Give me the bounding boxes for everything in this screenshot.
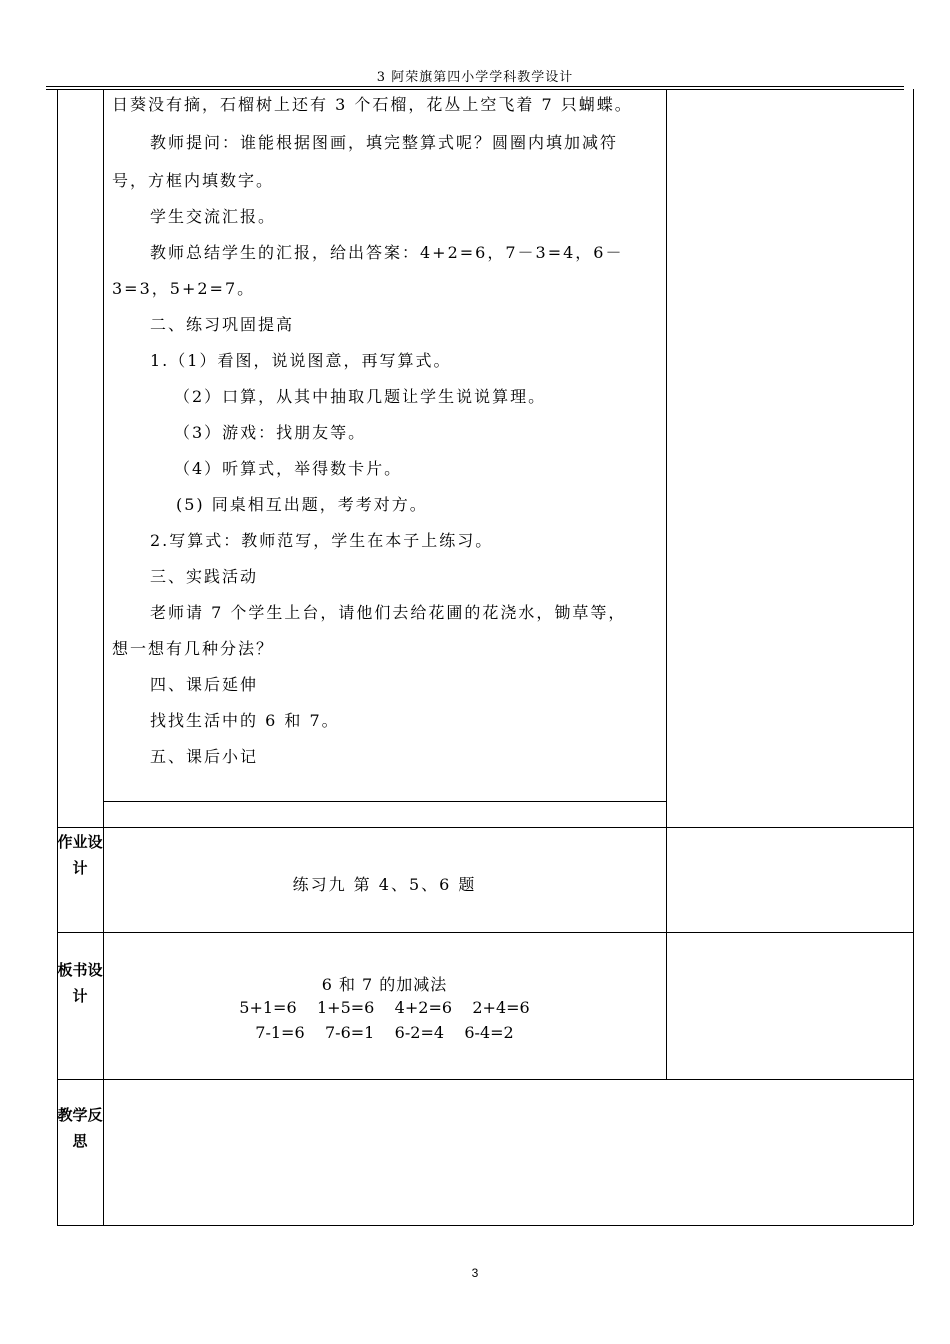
- page-header: 3 阿荣旗第四小学学科教学设计: [376, 70, 574, 85]
- text-line: 日葵没有摘，石榴树上还有 3 个石榴，花丛上空飞着 7 只蝴蝶。: [112, 95, 633, 114]
- board-equations-row2: 7-1=6 7-6=1 6-2=4 6-4=2: [255, 1023, 514, 1042]
- homework-content: 练习九 第 4、5、6 题: [292, 875, 477, 894]
- board-title: 6 和 7 的加减法: [321, 975, 448, 994]
- notes-column-right: [913, 89, 914, 827]
- text-line: 找找生活中的 6 和 7。: [150, 711, 340, 730]
- section-heading: 二、练习巩固提高: [150, 315, 295, 334]
- homework-label: 作业设计: [57, 833, 103, 877]
- table-label-divider: [103, 89, 104, 1225]
- row-divider-reflection: [57, 1079, 913, 1080]
- row-divider-homework: [57, 827, 913, 828]
- text-line: 老师请 7 个学生上台，请他们去给花圃的花浇水，锄草等，: [150, 603, 627, 622]
- text-line: 教师提问：谁能根据图画，填完整算式呢？圆圈内填加减符: [150, 133, 619, 152]
- text-line: 号，方框内填数字。: [112, 171, 275, 190]
- text-line: (5) 同桌相互出题，考考对方。: [176, 495, 428, 514]
- page-number: 3: [471, 1266, 479, 1280]
- text-line: （3）游戏：找朋友等。: [174, 423, 367, 442]
- header-rule: [46, 86, 904, 87]
- text-line: 1.（1）看图，说说图意，再写算式。: [150, 351, 452, 370]
- table-bottom-border: [57, 1225, 913, 1226]
- text-line: （2）口算，从其中抽取几题让学生说说算理。: [174, 387, 547, 406]
- notes-column-divider: [666, 89, 667, 1079]
- text-line: 3=3，5+2=7。: [112, 279, 256, 298]
- section-heading: 四、课后延伸: [150, 675, 259, 694]
- text-line: 教师总结学生的汇报，给出答案：4+2=6，7－3=4，6－: [150, 243, 624, 262]
- text-line: （4）听算式，举得数卡片。: [174, 459, 403, 478]
- section-heading: 五、课后小记: [150, 747, 259, 766]
- text-line: 学生交流汇报。: [150, 207, 277, 226]
- board-label: 板书设计: [57, 961, 103, 1005]
- text-line: 想一想有几种分法？: [112, 639, 275, 658]
- table-right-border: [913, 827, 914, 1225]
- section-heading: 三、实践活动: [150, 567, 259, 586]
- row-divider-board: [57, 932, 913, 933]
- process-inner-bottom: [103, 801, 666, 802]
- table-left-border: [57, 89, 58, 1225]
- board-equations-row1: 5+1=6 1+5=6 4+2=6 2+4=6: [239, 998, 530, 1017]
- text-line: 2.写算式：教师范写，学生在本子上练习。: [150, 531, 494, 550]
- reflection-label: 教学反思: [57, 1106, 103, 1150]
- header-rule-double: [46, 89, 904, 90]
